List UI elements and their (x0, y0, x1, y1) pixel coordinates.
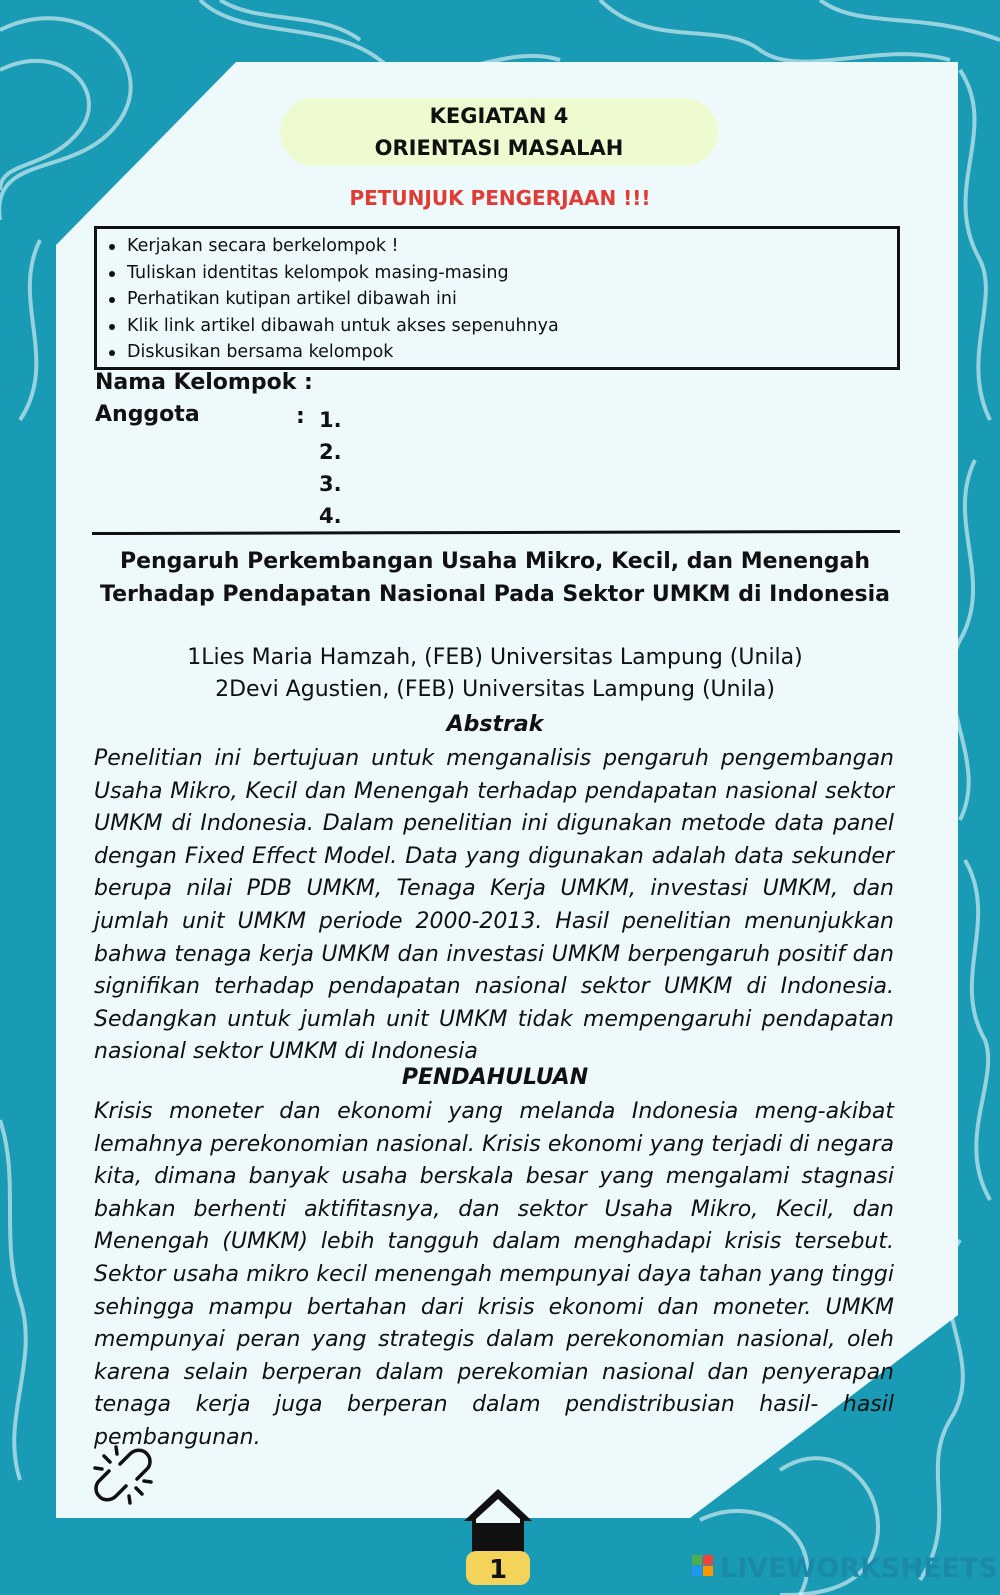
instructions-heading: PETUNJUK PENGERJAAN !!! (349, 186, 651, 210)
member-number: 3. (319, 472, 342, 496)
instruction-item: Perhatikan kutipan artikel dibawah ini (127, 286, 887, 313)
activity-number: KEGIATAN 4 (429, 104, 569, 128)
intro-text: Krisis moneter dan ekonomi yang melanda Indonesia meng-akibat lemahnya perekonomian nasional. Krisis ekonomi yang terjadi di negara kita, dimana banyak usaha berskala besar yang mengalami stagnasi bahkan berhenti aktifitasnya, dan sektor Usaha Mikro, Kecil, dan Menengah (UMKM) lebih tangguh dalam menghadapi krisis tersebut. Sektor usaha mikro kecil menengah mempunyai daya tahan yang tinggi sehingga mampu bertahan dari krisis ekonomi dan moneter. UMKM mempunyai peran yang strategis dalam perekonomian nasional, oleh karena selain berperan dalam perekomian nasional dan penyerapan tenaga kerja juga berperan dalam pendistribusian hasil- hasil pembangunan. (94, 1099, 894, 1450)
members-label: Anggota (95, 402, 200, 427)
page-number: 1 (488, 1555, 508, 1585)
intro-heading: PENDAHULUAN (401, 1065, 589, 1090)
abstract-text: Penelitian ini bertujuan untuk menganalisis pengaruh pengembangan Usaha Mikro, Kecil dan Menengah terhadap pendapatan nasional sektor UMKM di Indonesia. Dalam penelitian ini digunakan metode data panel dengan Fixed Effect Model. Data yang digunakan adalah data sekunder berupa nilai PDB UMKM, Tenaga Kerja UMKM, investasi UMKM, dan jumlah unit UMKM periode 2000-2013. Hasil penelitian menunjukkan bahwa tenaga kerja UMKM dan investasi UMKM berpengaruh positif dan signifikan terhadap pendapatan nasional sektor UMKM di Indonesia. Sedangkan untuk jumlah unit UMKM tidak mempengaruhi pendapatan nasional sektor UMKM di Indonesia (94, 746, 894, 1065)
article-title-line: Terhadap Pendapatan Nasional Pada Sektor UMKM di Indonesia (100, 582, 890, 607)
instructions-box (94, 226, 900, 370)
activity-subtitle: ORIENTASI MASALAH (374, 136, 624, 160)
members-colon: : (296, 404, 305, 429)
group-name-label: Nama Kelompok : (95, 370, 313, 395)
member-number: 2. (319, 440, 342, 464)
member-number: 1. (319, 408, 342, 432)
member-number: 4. (319, 504, 342, 528)
watermark: LIVEWORKSHEETS (720, 1553, 998, 1584)
abstract-heading: Abstrak (446, 712, 544, 737)
instruction-item: Klik link artikel dibawah untuk akses sepenuhnya (127, 313, 887, 340)
instruction-item: Kerjakan secara berkelompok ! (127, 233, 887, 260)
activity-title-pill (280, 98, 718, 166)
author-line: 2Devi Agustien, (FEB) Universitas Lampung (Unila) (215, 677, 775, 702)
article-title-line: Pengaruh Perkembangan Usaha Mikro, Kecil, dan Menengah (119, 549, 871, 574)
author-line: 1Lies Maria Hamzah, (FEB) Universitas Lampung (Unila) (187, 645, 803, 670)
instruction-item: Diskusikan bersama kelompok (127, 339, 887, 366)
broken-link-icon[interactable] (90, 1442, 156, 1508)
article-title (90, 545, 900, 611)
instruction-item: Tuliskan identitas kelompok masing-masing (127, 260, 887, 287)
